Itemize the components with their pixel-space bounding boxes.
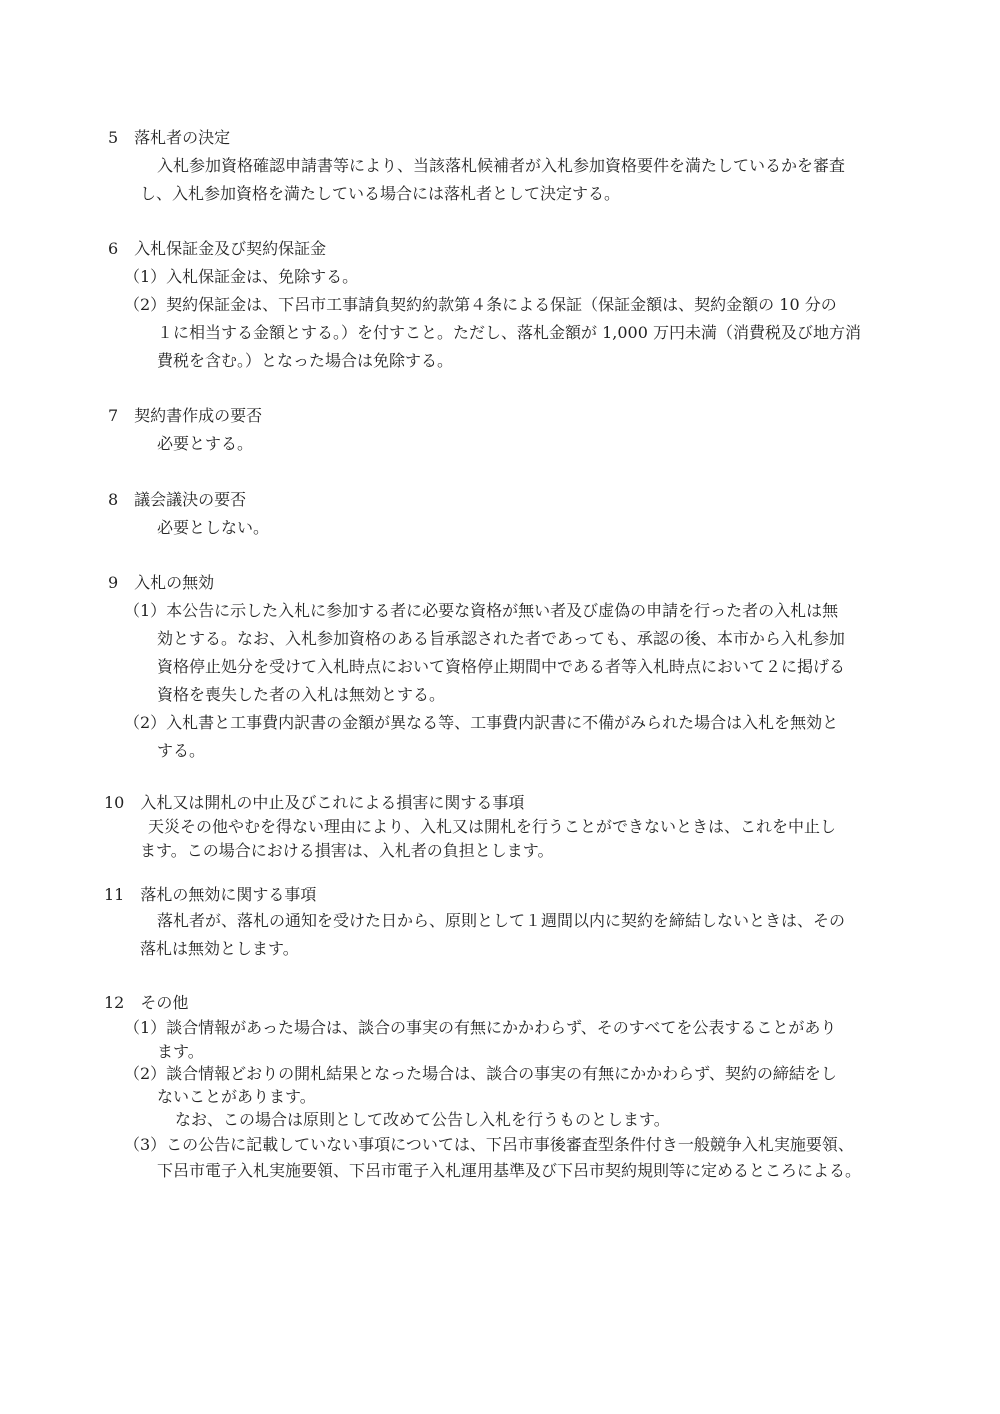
section-12-line-3: （2）談合情報どおりの開札結果となった場合は、談合の事実の有無にかかわらず、契約の締結をし [124,1064,837,1083]
section-6-line-3: １に相当する金額とする。）を付すこと。ただし、落札金額が 1,000 万円未満（消費税及び地方消 [157,323,861,342]
section-5-heading: 5 落札者の決定 [108,128,231,147]
section-10-line-1: 天災その他やむを得ない理由により、入札又は開札を行うことができないときは、これを中止し [148,817,837,836]
section-9-line-3: 資格停止処分を受けて入札時点において資格停止期間中である者等入札時点において２に掲げる [157,657,846,676]
section-5-line-1: 入札参加資格確認申請書等により、当該落札候補者が入札参加資格要件を満たしているかを審査 [157,156,846,175]
section-10-heading: 10 入札又は開札の中止及びこれによる損害に関する事項 [104,793,525,812]
section-6-line-4: 費税を含む。）となった場合は免除する。 [157,351,454,370]
section-11-heading: 11 落札の無効に関する事項 [104,885,317,904]
section-6-line-2: （2）契約保証金は、下呂市工事請負契約約款第４条による保証（保証金額は、契約金額の 10 分の [124,295,837,314]
section-12-line-6: （3）この公告に記載していない事項については、下呂市事後審査型条件付き一般競争入札実施要領、 [124,1135,854,1154]
section-12-line-4: ないことがあります。 [157,1087,316,1106]
section-12-heading: 12 その他 [104,993,189,1012]
section-9-line-6: する。 [157,741,206,760]
section-9-heading: 9 入札の無効 [108,573,215,592]
section-9-line-1: （1）本公告に示した入札に参加する者に必要な資格が無い者及び虚偽の申請を行った者の入札は無 [124,601,839,620]
section-11-line-2: 落札は無効とします。 [140,939,299,958]
section-12-line-1: （1）談合情報があった場合は、談合の事実の有無にかかわらず、そのすべてを公表することがあり [124,1018,837,1037]
section-9-line-2: 効とする。なお、入札参加資格のある旨承認された者であっても、承認の後、本市から入札参加 [157,629,845,648]
section-9-line-4: 資格を喪失した者の入札は無効とする。 [157,685,446,704]
section-7-heading: 7 契約書作成の要否 [108,406,263,425]
section-6-line-1: （1）入札保証金は、免除する。 [124,267,359,286]
section-12-line-5: なお、この場合は原則として改めて公告し入札を行うものとします。 [175,1110,670,1129]
section-9-line-5: （2）入札書と工事費内訳書の金額が異なる等、工事費内訳書に不備がみられた場合は入札を無効と [124,713,839,732]
section-7-line-1: 必要とする。 [157,434,254,453]
section-5-line-2: し、入札参加資格を満たしている場合には落札者として決定する。 [140,184,621,203]
section-11-line-1: 落札者が、落札の通知を受けた日から、原則として１週間以内に契約を締結しないときは、その [157,911,846,930]
section-12-line-7: 下呂市電子入札実施要領、下呂市電子入札運用基準及び下呂市契約規則等に定めるところによる。 [157,1161,862,1180]
section-10-line-2: ます。この場合における損害は、入札者の負担とします。 [140,841,554,860]
section-12-line-2: ます。 [157,1042,204,1061]
section-8-heading: 8 議会議決の要否 [108,490,247,509]
section-6-heading: 6 入札保証金及び契約保証金 [108,239,327,258]
section-8-line-1: 必要としない。 [157,518,270,537]
